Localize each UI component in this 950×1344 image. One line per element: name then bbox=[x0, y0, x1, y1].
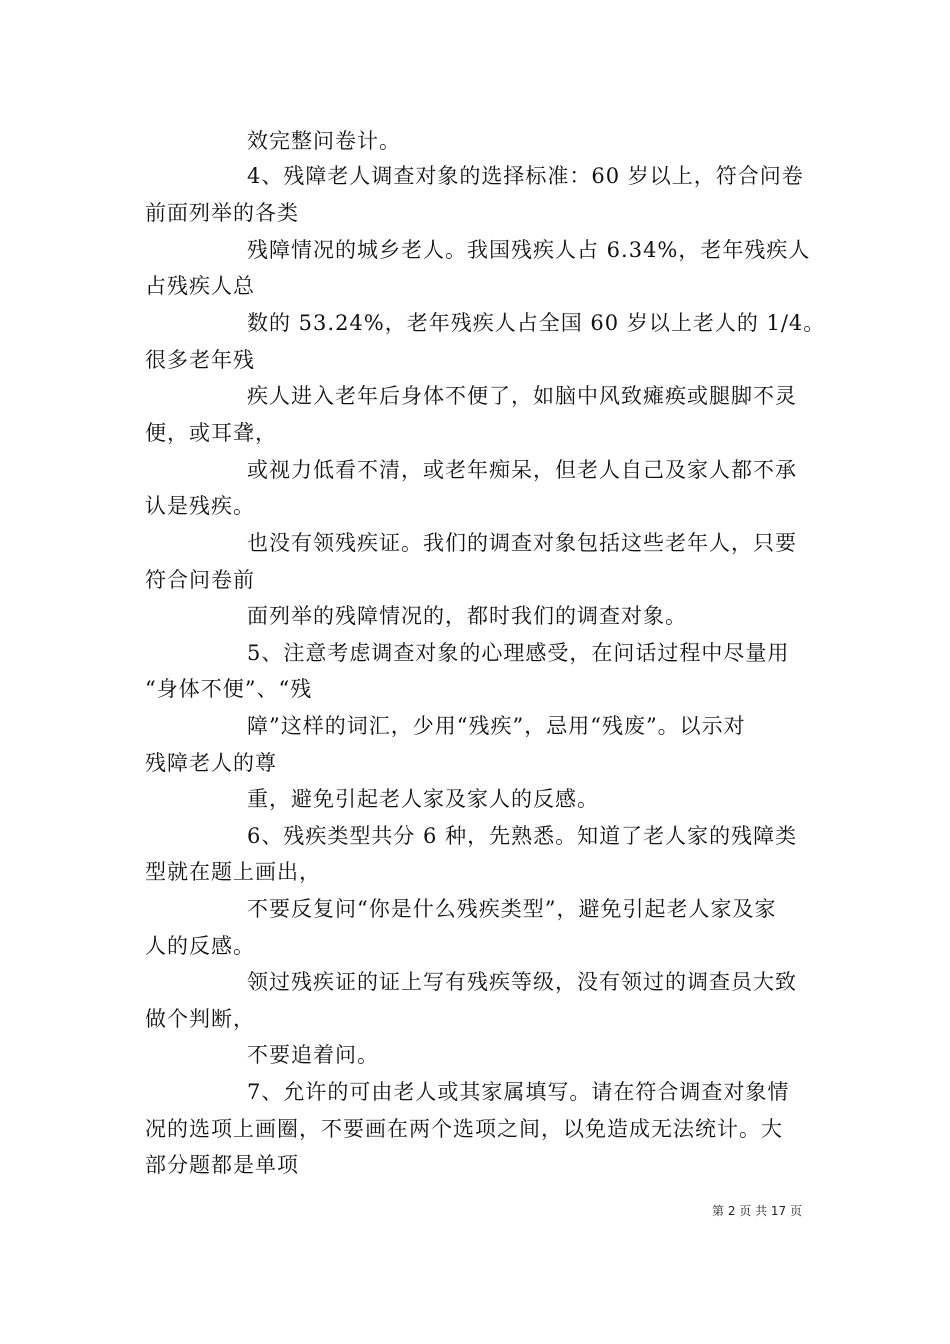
text-line: 也没有领残疾证。我们的调查对象包括这些老年人，只要 bbox=[247, 531, 797, 555]
text-line: 5、注意考虑调查对象的心理感受，在问话过程中尽量用 bbox=[247, 641, 790, 665]
text-line: 效完整问卷计。 bbox=[247, 129, 401, 153]
text-line: 数的 53.24%，老年残疾人占全国 60 岁以上老人的 1/4。 bbox=[247, 311, 826, 335]
text-line: 符合问卷前 bbox=[145, 568, 255, 592]
text-line: “身体不便”、“残 bbox=[145, 677, 313, 701]
text-line: 4、残障老人调查对象的选择标准：60 岁以上，符合问卷 bbox=[247, 164, 804, 188]
text-line: 不要反复问“你是什么残疾类型”，避免引起老人家及家 bbox=[247, 897, 777, 921]
text-line: 面列举的残障情况的，都时我们的调查对象。 bbox=[247, 604, 687, 628]
text-line: 残障情况的城乡老人。我国残疾人占 6.34%，老年残疾人 bbox=[247, 238, 811, 262]
text-line: 做个判断， bbox=[145, 1007, 255, 1031]
text-line: 型就在题上画出， bbox=[145, 860, 321, 884]
text-line: 或视力低看不清，或老年痴呆，但老人自己及家人都不承 bbox=[247, 458, 797, 482]
text-line: 障”这样的词汇，少用“残疾”，忌用“残废”。以示对 bbox=[247, 714, 746, 738]
text-line: 很多老年残 bbox=[145, 348, 255, 372]
text-line: 认是残疾。 bbox=[145, 494, 255, 518]
text-line: 疾人进入老年后身体不便了，如脑中风致瘫痪或腿脚不灵 bbox=[247, 384, 797, 408]
text-line: 7、允许的可由老人或其家属填写。请在符合调查对象情 bbox=[247, 1080, 790, 1104]
text-line: 部分题都是单项 bbox=[145, 1153, 299, 1177]
text-line: 前面列举的各类 bbox=[145, 201, 299, 225]
text-line: 占残疾人总 bbox=[145, 274, 255, 298]
text-line: 人的反感。 bbox=[145, 934, 255, 958]
text-line: 重，避免引起老人家及家人的反感。 bbox=[247, 787, 599, 811]
text-line: 6、残疾类型共分 6 种，先熟悉。知道了老人家的残障类 bbox=[247, 824, 798, 848]
text-line: 不要追着问。 bbox=[247, 1043, 379, 1067]
text-line: 残障老人的尊 bbox=[145, 751, 277, 775]
text-line: 领过残疾证的证上写有残疾等级，没有领过的调查员大致 bbox=[247, 970, 797, 994]
text-line: 况的选项上画圈，不要画在两个选项之间，以免造成无法统计。大 bbox=[145, 1117, 783, 1141]
text-line: 便，或耳聋， bbox=[145, 421, 277, 445]
page-number-footer: 第 2 页 共 17 页 bbox=[712, 1204, 802, 1218]
